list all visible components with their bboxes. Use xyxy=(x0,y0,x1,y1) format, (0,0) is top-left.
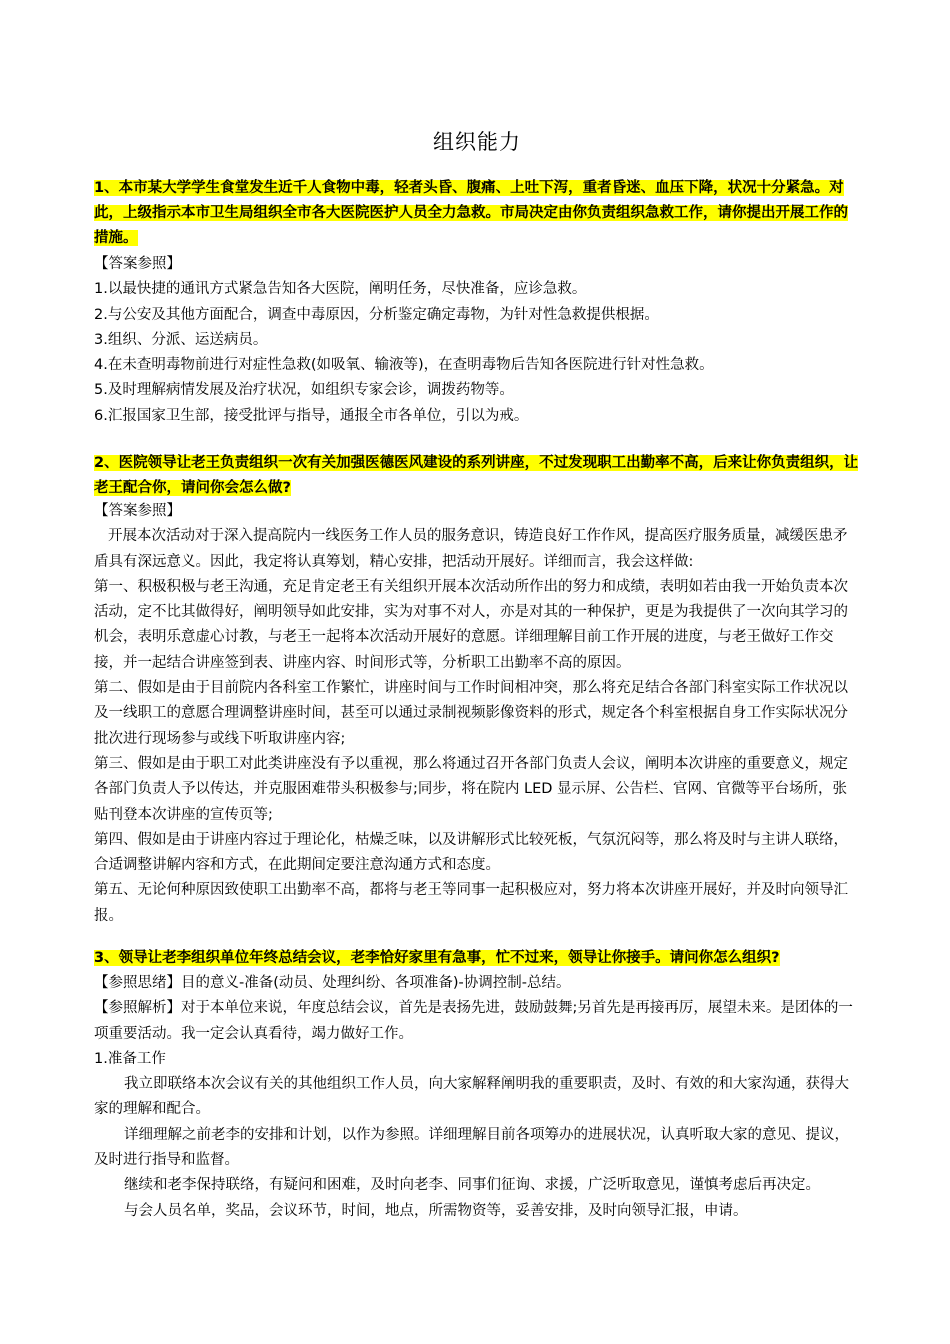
answer-label: 【答案参照】 xyxy=(94,256,181,272)
analysis-line: 【参照解析】对于本单位来说，年度总结会议，首先是表扬先进，鼓励鼓舞;另首先是再接再厉，展望未来。是团体的一项重要活动。我一定会认真看待，竭力做好工作。 xyxy=(94,1000,853,1042)
answer-label: 【答案参照】 xyxy=(94,503,181,519)
answer-1 xyxy=(94,252,860,429)
question-2 xyxy=(94,451,860,501)
answer-point: 第五、无论何种原因致使职工出勤率不高，都将与老王等同事一起积极应对，努力将本次讲座开展好，并及时向领导汇报。 xyxy=(94,882,848,924)
answer-paragraph: 与会人员名单，奖品，会议环节，时间，地点，所需物资等，妥善安排，及时向领导汇报，申请。 xyxy=(124,1202,748,1219)
answer-intro: 开展本次活动对于深入提高院内一线医务工作人员的服务意识，铸造良好工作作风，提高医疗服务质量，减缓医患矛盾具有深远意义。因此，我定将认真筹划，精心安排，把活动开展好。详细而言，我会这样做: xyxy=(94,528,848,570)
answer-paragraph: 详细理解之前老李的安排和计划，以作为参照。详细理解目前各项筹办的进展状况，认真听取大家的意见、提议，及时进行指导和监督。 xyxy=(94,1126,849,1169)
answer-point: 第三、假如是由于职工对此类讲座没有予以重视，那么将通过召开各部门负责人会议，阐明本次讲座的重要意义，规定各部门负责人予以传达，并克服困难带头积极参与;同步，将在院内 LED 显示屏、公告栏、官网、官微等平台场所，张贴刊登本次讲座的宣传页等; xyxy=(94,755,848,823)
section-heading: 1.准备工作 xyxy=(94,1050,166,1067)
answer-2 xyxy=(94,499,860,929)
answer-point: 第二、假如是由于目前院内各科室工作繁忙，讲座时间与工作时间相冲突，那么将充足结合各部门科室实际工作状况以及一线职工的意愿合理调整讲座时间，甚至可以通过录制视频影像资料的形式，规定各个科室根据自身工作实际状况分批次进行现场参与或线下听取讲座内容; xyxy=(94,680,848,747)
page-title: 组织能力 xyxy=(433,130,521,154)
thinking-line: 【参照思绪】目的意义-准备(动员、处理纠纷、各项准备)-协调控制-总结。 xyxy=(94,975,571,991)
question-1-text: 1、本市某大学学生食堂发生近千人食物中毒，轻者头昏、腹痛、上吐下泻，重者昏迷、血压下降，状况十分紧急。对此，上级指示本市卫生局组织全市各大医院医护人员全力急救。市局决定由你负责组织急救工作，请你提出开展工作的措施。 xyxy=(94,180,848,246)
question-1 xyxy=(94,176,860,251)
answer-point: 第一、积极积极与老王沟通，充足肯定老王有关组织开展本次活动所作出的努力和成绩，表明如若由我一开始负责本次活动，定不比其做得好，阐明领导如此安排，实为对事不对人，亦是对其的一种保护，更是为我提供了一次向其学习的机会，表明乐意虚心讨教，与老王一起将本次活动开展好的意愿。详细理解目前工作开展的进度，与老王做好工作交接，并一起结合讲座签到表、讲座内容、时间形式等，分析职工出勤率不高的原因。 xyxy=(94,578,848,671)
question-2-text: 2、医院领导让老王负责组织一次有关加强医德医风建设的系列讲座，不过发现职工出勤率不高，后来让你负责组织，让老王配合你，请问你会怎么做? xyxy=(94,455,859,496)
question-3-text: 3、领导让老李组织单位年终总结会议，老李恰好家里有急事，忙不过来，领导让你接手。请问你怎么组织? xyxy=(94,950,780,966)
question-3 xyxy=(94,946,860,971)
answer-line: 3.组织、分派、运送病员。 xyxy=(94,331,268,348)
answer-line: 5.及时理解病情发展及治疗状况，如组织专家会诊，调拨药物等。 xyxy=(94,382,514,399)
answer-line: 4.在未查明毒物前进行对症性急救(如吸氧、输液等)，在查明毒物后告知各医院进行针对性急救。 xyxy=(94,357,714,374)
answer-point: 第四、假如是由于讲座内容过于理论化，枯燥乏味，以及讲解形式比较死板，气氛沉闷等，那么将及时与主讲人联络，合适调整讲解内容和方式，在此期间定要注意沟通方式和态度。 xyxy=(94,831,848,874)
answer-3 xyxy=(94,971,860,1224)
answer-line: 1.以最快捷的通讯方式紧急告知各大医院，阐明任务，尽快准备，应诊急救。 xyxy=(94,281,587,298)
answer-paragraph: 我立即联络本次会议有关的其他组织工作人员，向大家解释阐明我的重要职责，及时、有效的和大家沟通，获得大家的理解和配合。 xyxy=(94,1076,849,1118)
answer-line: 2.与公安及其他方面配合，调查中毒原因，分析鉴定确定毒物，为针对性急救提供根据。 xyxy=(94,306,659,323)
answer-line: 6.汇报国家卫生部，接受批评与指导，通报全市各单位，引以为戒。 xyxy=(94,407,529,424)
answer-paragraph: 继续和老李保持联络，有疑问和困难，及时向老李、同事们征询、求援，广泛听取意见，谨慎考虑后再决定。 xyxy=(124,1177,820,1194)
